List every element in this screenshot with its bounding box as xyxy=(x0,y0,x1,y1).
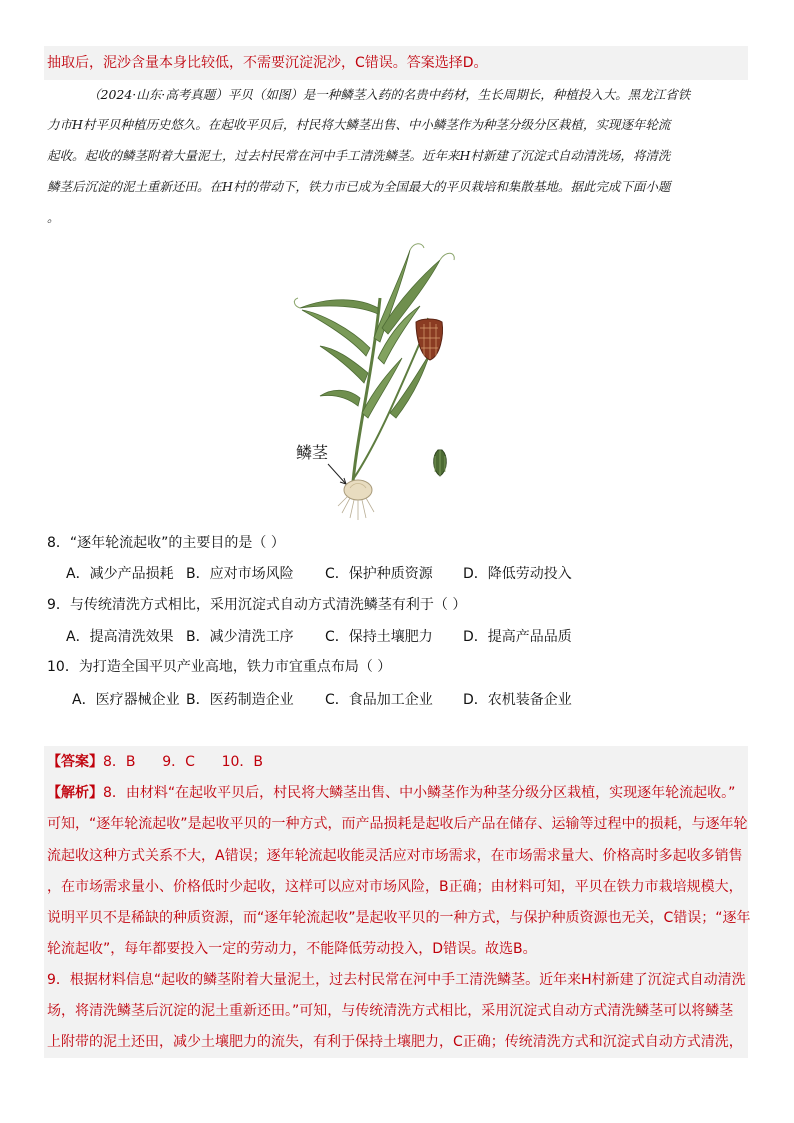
bulb-label: 鳞茎 xyxy=(296,443,329,462)
option-9c: C．保持土壤肥力 xyxy=(325,629,433,645)
answer-tag: 【答案】 xyxy=(47,754,103,770)
analysis-line: 说明平贝不是稀缺的种质资源，而“逐年轮流起收”是起收平贝的一种方式，与保护种质资源也无关，C错误；“逐年 xyxy=(47,910,751,926)
answer-text: 8．B 9．C 10．B xyxy=(103,754,264,770)
option-9d: D．提高产品品质 xyxy=(463,629,572,645)
option-8a: A．减少产品损耗 xyxy=(66,566,174,582)
question-stem-10: 10．为打造全国平贝产业高地，铁力市宜重点布局（ ） xyxy=(47,659,392,675)
analysis-tag: 【解析】 xyxy=(47,785,103,801)
analysis-q9-line: 场，将清洗鳞茎后沉淀的泥土重新还田。”可知，与传统清洗方式相比，采用沉淀式自动方式清洗鳞茎可以将鳞茎 xyxy=(47,1003,734,1019)
option-8b: B．应对市场风险 xyxy=(186,566,294,582)
option-9a: A．提高清洗效果 xyxy=(66,629,174,645)
stem-line: 力市H村平贝种植历史悠久。在起收平贝后，村民将大鳞茎出售、中小鳞茎作为种茎分级分区栽植，实现逐年轮流 xyxy=(47,117,671,132)
option-10b: B．医药制造企业 xyxy=(186,692,294,708)
option-8d: D．降低劳动投入 xyxy=(463,566,572,582)
question-stem-8: 8．“逐年轮流起收”的主要目的是（ ） xyxy=(47,535,285,551)
stem-line: （2024·山东·高考真题）平贝（如图）是一种鳞茎入药的名贵中药材，生长周期长，种植投入大。黑龙江省铁 xyxy=(88,87,691,102)
prev-analysis-text: 抽取后，泥沙含量本身比较低，不需要沉淀泥沙，C错误。答案选择D。 xyxy=(47,55,488,71)
answer-line xyxy=(47,747,263,777)
analysis-line: 轮流起收”，每年都要投入一定的劳动力，不能降低劳动投入，D错误。故选B。 xyxy=(47,941,537,957)
plant-illustration xyxy=(290,238,490,523)
option-10d: D．农机装备企业 xyxy=(463,692,572,708)
analysis-first: 8．由材料“在起收平贝后，村民将大鳞茎出售、中小鳞茎作为种茎分级分区栽植，实现逐年轮流起收。” xyxy=(103,785,736,801)
analysis-q9-line: 9．根据材料信息“起收的鳞茎附着大量泥土，过去村民常在河中手工清洗鳞茎。近年来H村新建了沉淀式自动清洗 xyxy=(47,972,746,988)
option-10a: A．医疗器械企业 xyxy=(72,692,180,708)
question-stem-9: 9．与传统清洗方式相比，采用沉淀式自动方式清洗鳞茎有利于（ ） xyxy=(47,597,467,613)
stem-line: 起收。起收的鳞茎附着大量泥土，过去村民常在河中手工清洗鳞茎。近年来H村新建了沉淀式自动清洗场，将清洗 xyxy=(47,148,671,163)
stem-line: 鳞茎后沉淀的泥土重新还田。在H村的带动下，铁力市已成为全国最大的平贝栽培和集散基地。据此完成下面小题 xyxy=(47,179,671,194)
stem-line: 。 xyxy=(47,210,60,225)
option-8c: C．保护种质资源 xyxy=(325,566,433,582)
analysis-line xyxy=(47,778,735,808)
fritillaria-plant-image xyxy=(290,238,490,523)
option-10c: C．食品加工企业 xyxy=(325,692,433,708)
analysis-line: 流起收这种方式关系不大，A错误；逐年轮流起收能灵活应对市场需求，在市场需求量大、价格高时多起收多销售 xyxy=(47,848,743,864)
analysis-q9-line: 上附带的泥土还田，减少土壤肥力的流失，有利于保持土壤肥力，C正确；传统清洗方式和沉淀式自动方式清洗， xyxy=(47,1034,743,1050)
analysis-line: ，在市场需求量小、价格低时少起收，这样可以应对市场风险，B正确；由材料可知，平贝在铁力市栽培规模大， xyxy=(47,879,743,895)
analysis-line: 可知，“逐年轮流起收”是起收平贝的一种方式，而产品损耗是起收后产品在储存、运输等过程中的损耗，与逐年轮 xyxy=(47,816,748,832)
option-9b: B．减少清洗工序 xyxy=(186,629,294,645)
